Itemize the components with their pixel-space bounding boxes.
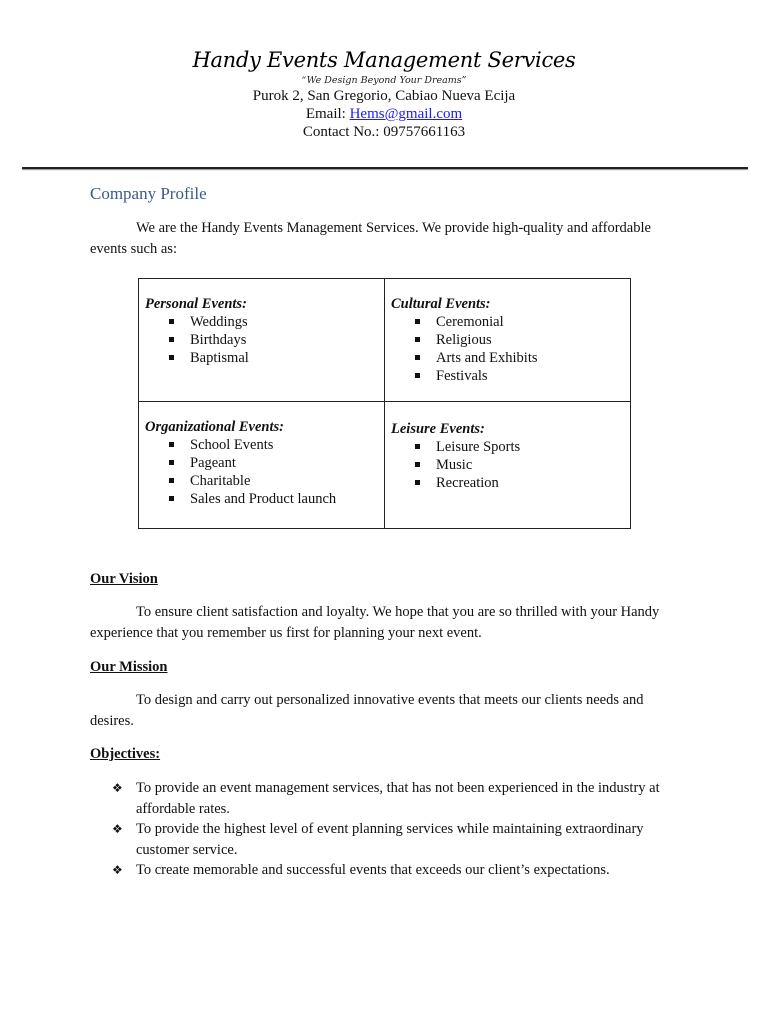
objective-text: To provide an event management services, that has not been experienced in the industry at affordable rates. (136, 780, 660, 817)
email-link[interactable]: Hems@gmail.com (349, 106, 463, 122)
personal-events-cell (139, 279, 385, 402)
company-tagline: “We Design Beyond Your Dreams” (301, 75, 467, 86)
profile-intro-paragraph (90, 218, 680, 259)
diamond-bullet-icon: ❖ (112, 781, 123, 795)
objective-text: To provide the highest level of event planning services while maintaining extraordinary customer service. (136, 821, 644, 858)
header-divider (22, 167, 748, 169)
diamond-bullet-icon: ❖ (112, 822, 123, 836)
organizational-events-title: Organizational Events: (145, 419, 284, 435)
company-contact: Contact No.: 09757661163 (302, 124, 466, 140)
mission-text: To design and carry out personalized innovative events that meets our clients needs and desires. (90, 692, 644, 729)
mission-heading: Our Mission (90, 659, 168, 675)
list-item: Festivals (413, 367, 630, 385)
cultural-events-list (385, 313, 630, 385)
vision-heading: Our Vision (90, 571, 158, 587)
leisure-events-cell (385, 402, 631, 529)
mission-paragraph (90, 690, 680, 731)
list-item: Arts and Exhibits (413, 349, 630, 367)
list-item (112, 860, 682, 881)
list-item (112, 819, 682, 860)
list-item: Pageant (167, 454, 384, 472)
company-profile-heading: Company Profile (90, 184, 207, 203)
email-label: Email: (305, 106, 350, 122)
list-item: Music (413, 456, 630, 474)
personal-events-list (139, 313, 384, 367)
company-email-line (0, 105, 768, 123)
profile-intro-text: We are the Handy Events Management Services. We provide high-quality and affordable events such as: (90, 220, 651, 257)
leisure-events-list (385, 438, 630, 492)
cultural-events-title: Cultural Events: (391, 296, 491, 312)
leisure-events-title: Leisure Events: (391, 421, 485, 437)
organizational-events-list (139, 436, 384, 508)
vision-text: To ensure client satisfaction and loyalty. We hope that you are so thrilled with your Handy experience that you remember us first for planning your next event. (90, 604, 660, 641)
objectives-list (112, 778, 682, 881)
list-item: Ceremonial (413, 313, 630, 331)
list-item (112, 778, 682, 819)
personal-events-title: Personal Events: (145, 296, 247, 312)
company-address: Purok 2, San Gregorio, Cabiao Nueva Ecija (252, 88, 516, 104)
list-item: School Events (167, 436, 384, 454)
event-categories-table (138, 278, 631, 529)
list-item: Leisure Sports (413, 438, 630, 456)
list-item: Religious (413, 331, 630, 349)
list-item: Charitable (167, 472, 384, 490)
objectives-heading: Objectives: (90, 746, 161, 762)
list-item: Weddings (167, 313, 384, 331)
list-item: Birthdays (167, 331, 384, 349)
company-name: Handy Events Management Services (192, 48, 576, 72)
diamond-bullet-icon: ❖ (112, 863, 123, 877)
cultural-events-cell (385, 279, 631, 402)
objective-text: To create memorable and successful events that exceeds our client’s expectations. (136, 862, 610, 878)
list-item: Recreation (413, 474, 630, 492)
organizational-events-cell (139, 402, 385, 529)
list-item: Baptismal (167, 349, 384, 367)
letterhead (0, 46, 768, 141)
vision-paragraph (90, 602, 680, 643)
list-item: Sales and Product launch (167, 490, 384, 508)
